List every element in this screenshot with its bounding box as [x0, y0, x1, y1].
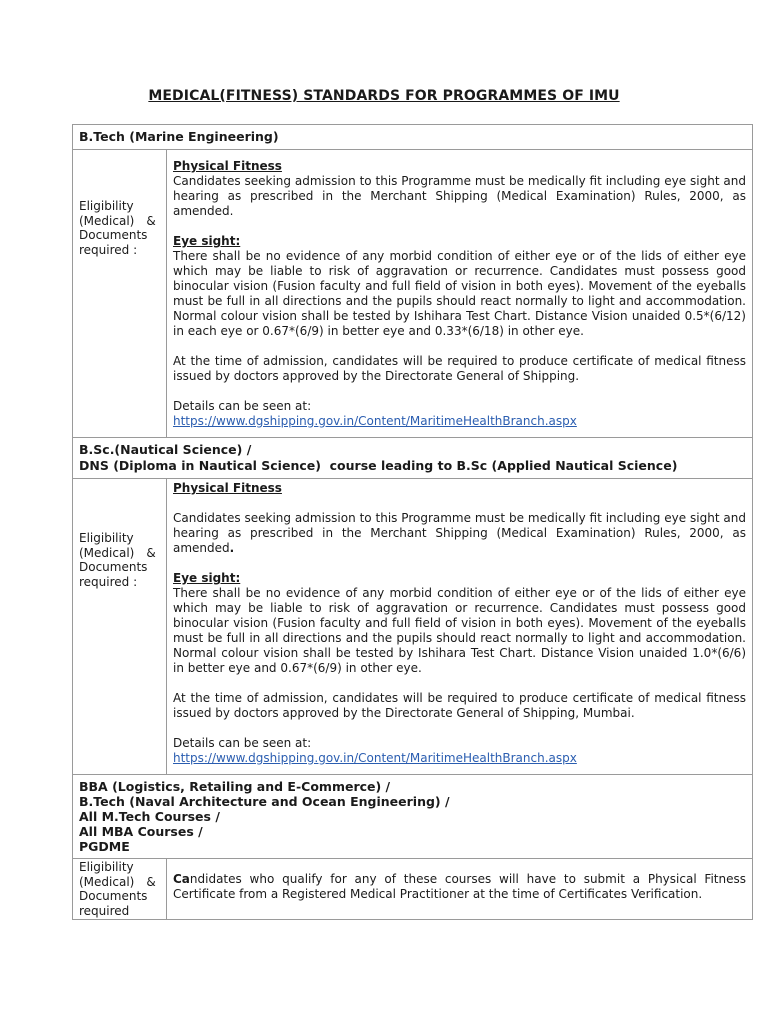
- section-3-label: Eligibility (Medical) & Documents required: [73, 859, 167, 920]
- details-link[interactable]: https://www.dgshipping.gov.in/Content/MaritimeHealthBranch.aspx: [173, 414, 577, 428]
- section-1-label: Eligibility (Medical) & Documents required :: [73, 150, 167, 438]
- section-1-heading-row: [73, 125, 753, 150]
- physical-fitness-heading: Physical Fitness: [173, 159, 282, 173]
- admission-text: At the time of admission, candidates will be required to produce certificate of medical fitness issued by doctors approved by the Directorate General of Shipping.: [173, 354, 746, 383]
- section-1-heading: B.Tech (Marine Engineering): [73, 125, 753, 150]
- details-label: Details can be seen at:: [173, 736, 312, 750]
- section-2-heading: B.Sc.(Nautical Science) / DNS (Diploma in Nautical Science) course leading to B.Sc (Applied Nautical Science): [73, 438, 753, 479]
- section-1-body-row: [73, 150, 753, 438]
- section-3-content: Candidates who qualify for any of these courses will have to submit a Physical Fitness Certificate from a Registered Medical Practitioner at the time of Certificates Verification.: [167, 859, 753, 920]
- eye-sight-heading: Eye sight:: [173, 571, 241, 585]
- section-2-heading-row: [73, 438, 753, 479]
- physical-fitness-heading: Physical Fitness: [173, 481, 282, 495]
- eye-sight-text: There shall be no evidence of any morbid condition of either eye or of the lids of either eye which may be liable to risk of aggravation or recurrence. Candidates must possess good binocular vision (Fusion faculty and full field of vision in both eyes). Movement of the eyeballs must be full in all directions and the pupils should react normally to light and accommodation. Normal colour vision shall be tested by Ishihara Test Chart. Distance Vision unaided 1.0*(6/6) in better eye and 0.67*(6/9) in other eye.: [173, 586, 746, 675]
- section-2-content: [167, 479, 753, 775]
- section-3-heading: BBA (Logistics, Retailing and E-Commerce) / B.Tech (Naval Architecture and Ocean Engineering) / All M.Tech Courses / All MBA Courses / PGDME: [73, 775, 753, 859]
- section-1-content: [167, 150, 753, 438]
- details-link[interactable]: https://www.dgshipping.gov.in/Content/MaritimeHealthBranch.aspx: [173, 751, 577, 765]
- details-label: Details can be seen at:: [173, 399, 312, 413]
- eye-sight-text: There shall be no evidence of any morbid condition of either eye or of the lids of either eye which may be liable to risk of aggravation or recurrence. Candidates must possess good binocular vision (Fusion faculty and full field of vision in both eyes). Movement of the eyeballs must be full in all directions and the pupils should react normally to light and accommodation. Normal colour vision shall be tested by Ishihara Test Chart. Distance Vision unaided 0.5*(6/12) in each eye or 0.67*(6/9) in better eye and 0.33*(6/18) in other eye.: [173, 249, 746, 338]
- section-2-label: Eligibility (Medical) & Documents required :: [73, 479, 167, 775]
- section-3-heading-row: [73, 775, 753, 859]
- physical-fitness-text: Candidates seeking admission to this Programme must be medically fit including eye sight and hearing as prescribed in the Merchant Shipping (Medical Examination) Rules, 2000, as amended.: [173, 511, 746, 555]
- section-2-body-row: [73, 479, 753, 775]
- admission-text: At the time of admission, candidates will be required to produce certificate of medical fitness issued by doctors approved by the Directorate General of Shipping, Mumbai.: [173, 691, 746, 720]
- page-title: MEDICAL(FITNESS) STANDARDS FOR PROGRAMMES OF IMU: [148, 88, 620, 104]
- standards-table: [72, 124, 753, 920]
- eye-sight-heading: Eye sight:: [173, 234, 241, 248]
- section-3-body-row: [73, 859, 753, 920]
- physical-fitness-text: Candidates seeking admission to this Programme must be medically fit including eye sight and hearing as prescribed in the Merchant Shipping (Medical Examination) Rules, 2000, as amended.: [173, 174, 746, 218]
